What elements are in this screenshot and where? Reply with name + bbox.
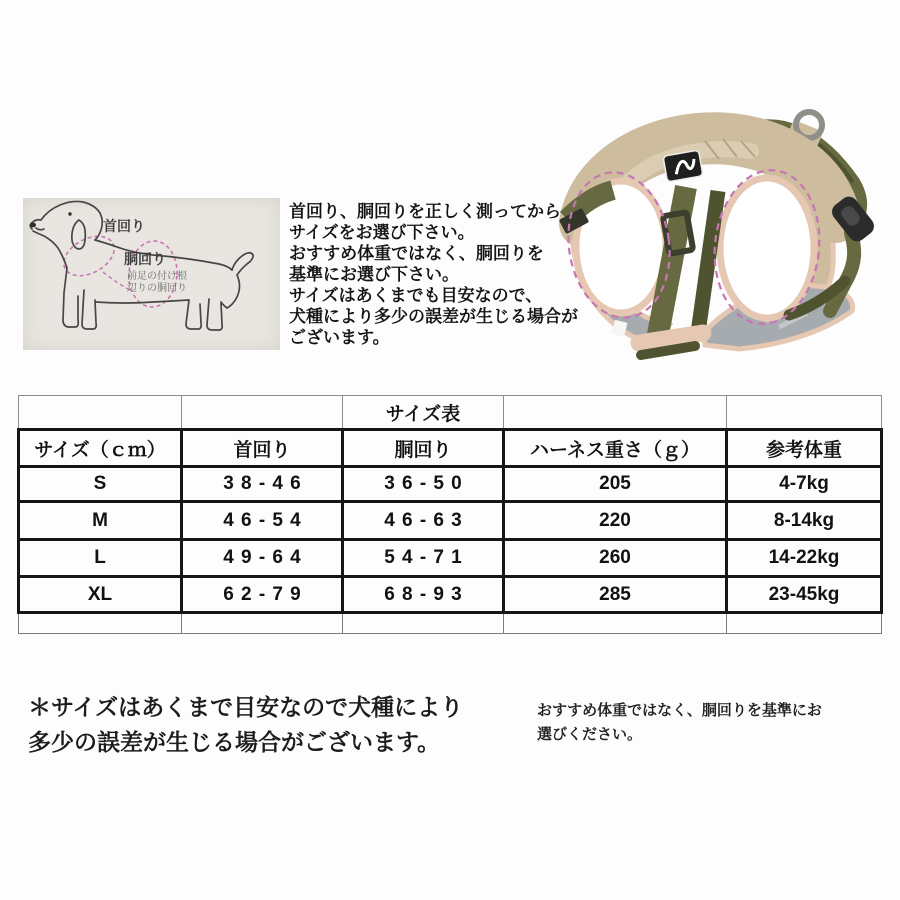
weight-cell: 260 <box>504 540 727 577</box>
footnote-line: ＊サイズはあくまで目安なので犬種により <box>28 695 464 720</box>
refweight-cell: 23-45kg <box>727 577 882 613</box>
size-cell: S <box>19 467 182 502</box>
size-cell: M <box>19 502 182 540</box>
instruction-line: 首回り、胴回りを正しく測ってから <box>289 202 561 221</box>
girth-cell: 68-93 <box>343 577 504 613</box>
chest-girth-label: 胴回り <box>124 251 166 267</box>
weight-cell: 205 <box>504 467 727 502</box>
refweight-cell: 8-14kg <box>727 502 882 540</box>
footnote-line: 選びください。 <box>537 727 643 743</box>
instruction-line: 基準にお選び下さい。 <box>289 265 459 284</box>
table-row-xl <box>19 577 882 613</box>
neck-cell: 38-46 <box>182 467 343 502</box>
table-header-row <box>19 430 882 467</box>
size-cell: XL <box>19 577 182 613</box>
harness-photo <box>555 95 900 395</box>
measurement-diagram <box>23 198 280 350</box>
footnote-size-disclaimer <box>28 690 498 760</box>
table-caption-row <box>19 396 882 430</box>
girth-cell: 36-50 <box>343 467 504 502</box>
footnote-line: おすすめ体重ではなく、胴回りを基準にお <box>537 703 822 719</box>
right-leg-opening <box>720 178 814 318</box>
harness-illustration <box>555 95 900 395</box>
table-footer-row <box>19 613 882 634</box>
girth-cell: 46-63 <box>343 502 504 540</box>
girth-note-line2: 辺りの胴回り <box>127 283 187 294</box>
neck-cell: 46-54 <box>182 502 343 540</box>
size-table <box>17 395 883 634</box>
brand-logo-patch <box>663 150 703 182</box>
dog-eye <box>68 212 71 215</box>
table-caption: サイズ表 <box>343 396 504 430</box>
instruction-line: 犬種により多少の誤差が生じる場合が <box>289 307 578 326</box>
instruction-line: ございます。 <box>289 328 390 347</box>
instruction-line: おすすめ体重ではなく、胴回りを <box>289 244 544 263</box>
footnote-girth-advice <box>537 699 889 747</box>
refweight-cell: 4-7kg <box>727 467 882 502</box>
col-header-neck: 首回り <box>182 430 343 467</box>
col-header-size: サイズ（ｃｍ） <box>19 430 182 467</box>
neck-cell: 62-79 <box>182 577 343 613</box>
col-header-weight: ハーネス重さ（ｇ） <box>504 430 727 467</box>
footnote-line: 多少の誤差が生じる場合がございます。 <box>28 730 441 755</box>
neck-girth-label: 首回り <box>103 218 145 234</box>
table-row-m <box>19 502 882 540</box>
refweight-cell: 14-22kg <box>727 540 882 577</box>
col-header-girth: 胴回り <box>343 430 504 467</box>
neck-cell: 49-64 <box>182 540 343 577</box>
weight-cell: 285 <box>504 577 727 613</box>
sizing-instructions <box>289 201 578 348</box>
instruction-line: サイズをお選び下さい。 <box>289 223 475 242</box>
size-cell: L <box>19 540 182 577</box>
weight-cell: 220 <box>504 502 727 540</box>
col-header-refweight: 参考体重 <box>727 430 882 467</box>
instruction-line: サイズはあくまでも目安なので、 <box>289 286 543 305</box>
dog-nose <box>30 223 36 228</box>
girth-note-line1: 前足の付け根 <box>127 271 187 282</box>
table-row-s <box>19 467 882 502</box>
girth-cell: 54-71 <box>343 540 504 577</box>
table-row-l <box>19 540 882 577</box>
